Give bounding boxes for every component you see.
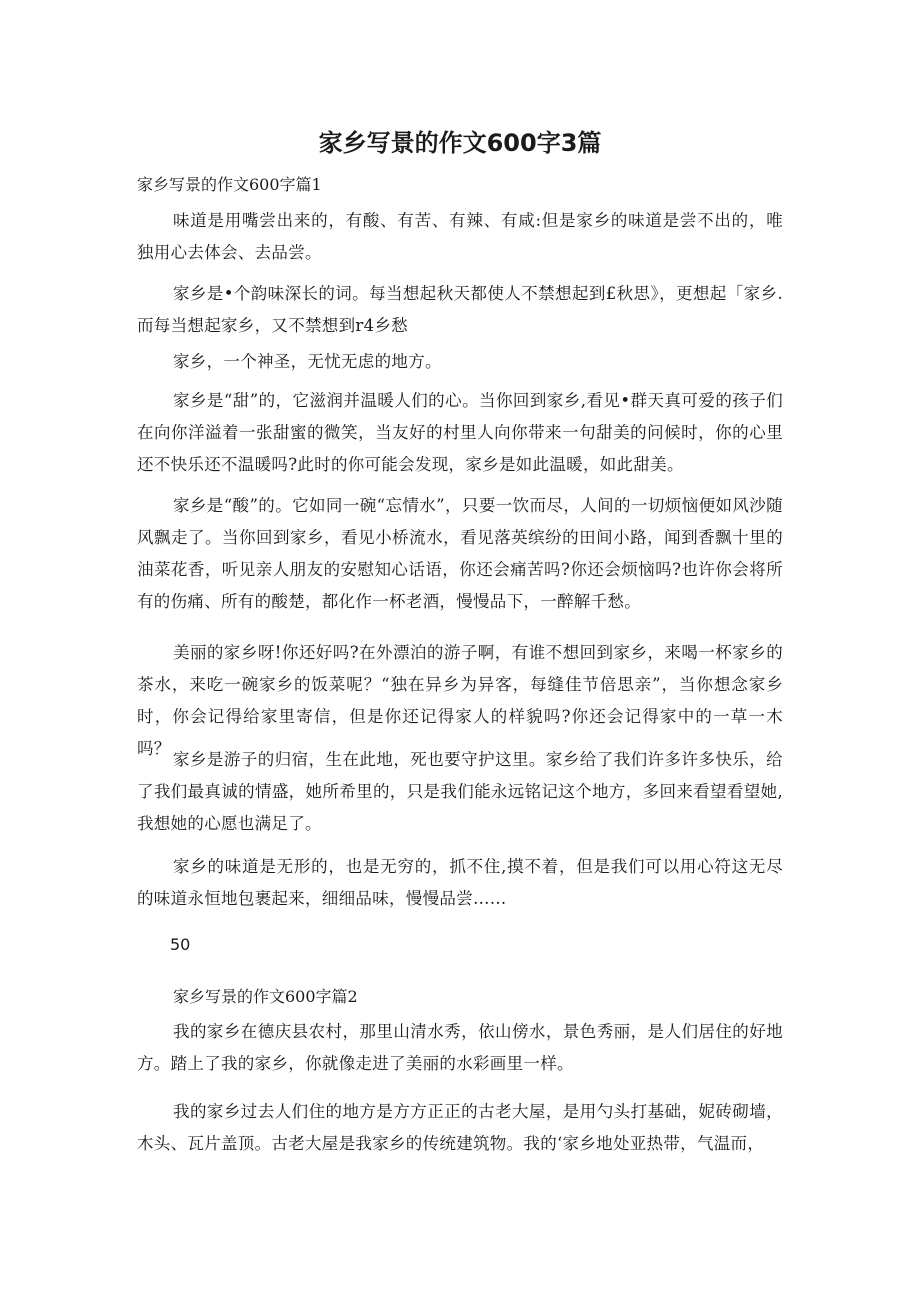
paragraph-1-1: 味道是用嘴尝出来的，有酸、有苦、有辣、有咸:但是家乡的味道是尝不出的，唯独用心去体会、去品尝。 [137,211,783,262]
paragraph-1-7: 家乡是游子的归宿，生在此地，死也要守护这里。家乡给了我们许多许多快乐，给了我们最真诚的情盛，她所希里的，只是我们能永远铭记这个地方，多回来看望看望她,我想她的心愿也满足了。 [137,750,783,833]
paragraph-1-4: 家乡是“甜”的，它滋润并温暖人们的心。当你回到家乡,看见•群天真可爱的孩子们在向你洋溢着一张甜蜜的微笑，当友好的村里人向你带来一句甜美的问候时，你的心里还不快乐还不温暖吗?此时的你可能会发现，家乡是如此温暖，如此甜美。 [137,391,783,474]
paragraph-1-2: 家乡是•个韵味深长的词。每当想起秋天都使人不禁想起到£秋思》，更想起「家乡.而每当想起家乡，又不禁想到r4乡愁 [137,284,783,335]
paragraph-1-8: 家乡的味道是无形的，也是无穷的，抓不住,摸不着，但是我们可以用心符这无尽的味道永恒地包裹起来，细细品味，慢慢品尝…… [137,857,783,908]
paragraph-1-6: 美丽的家乡呀!你还好吗?在外漂泊的游子啊，有谁不想回到家乡，来喝一杯家乡的茶水，来吃一碗家乡的饭菜呢？“独在异乡为异客，每缝佳节倍思亲”，当你想念家乡时，你会记得给家里寄信，但是你还记得家人的样貌吗?你还会记得家中的一草一木吗？ [137,643,783,758]
paragraph-1-5: 家乡是“酸”的。它如同一碗“忘情水”，只要一饮而尽，人间的一切烦恼便如风沙随风飘走了。当你回到家乡，看见小桥流水，看见落英缤纷的田间小路，闻到香飘十里的油菜花香，听见亲人朋友的安慰知心话语，你还会痛苦吗?你还会烦恼吗?也许你会将所有的伤痛、所有的酸楚，都化作一杯老酒，慢慢品下，一醉解千愁。 [137,496,783,611]
section-heading-1: 家乡写景的作文600字篇1 [137,175,322,194]
document-title: 家乡写景的作文600字3篇 [318,129,602,157]
paragraph-2-1: 我的家乡在德庆县农村，那里山清水秀，依山傍水，景色秀丽，是人们居住的好地方。踏上了我的家乡，你就像走进了美丽的水彩画里一样。 [137,1022,783,1073]
paragraph-1-3: 家乡，一个神圣，无忧无虑的地方。 [173,352,442,371]
page-number: 50 [170,935,191,954]
section-heading-2: 家乡写景的作文600字篇2 [173,987,358,1006]
paragraph-2-2: 我的家乡过去人们住的地方是方方正正的古老大屋，是用勺头打基础，妮砖砌墙，木头、瓦片盖顶。古老大屋是我家乡的传统建筑物。我的‘家乡地处亚热带，气温而， [137,1102,783,1153]
